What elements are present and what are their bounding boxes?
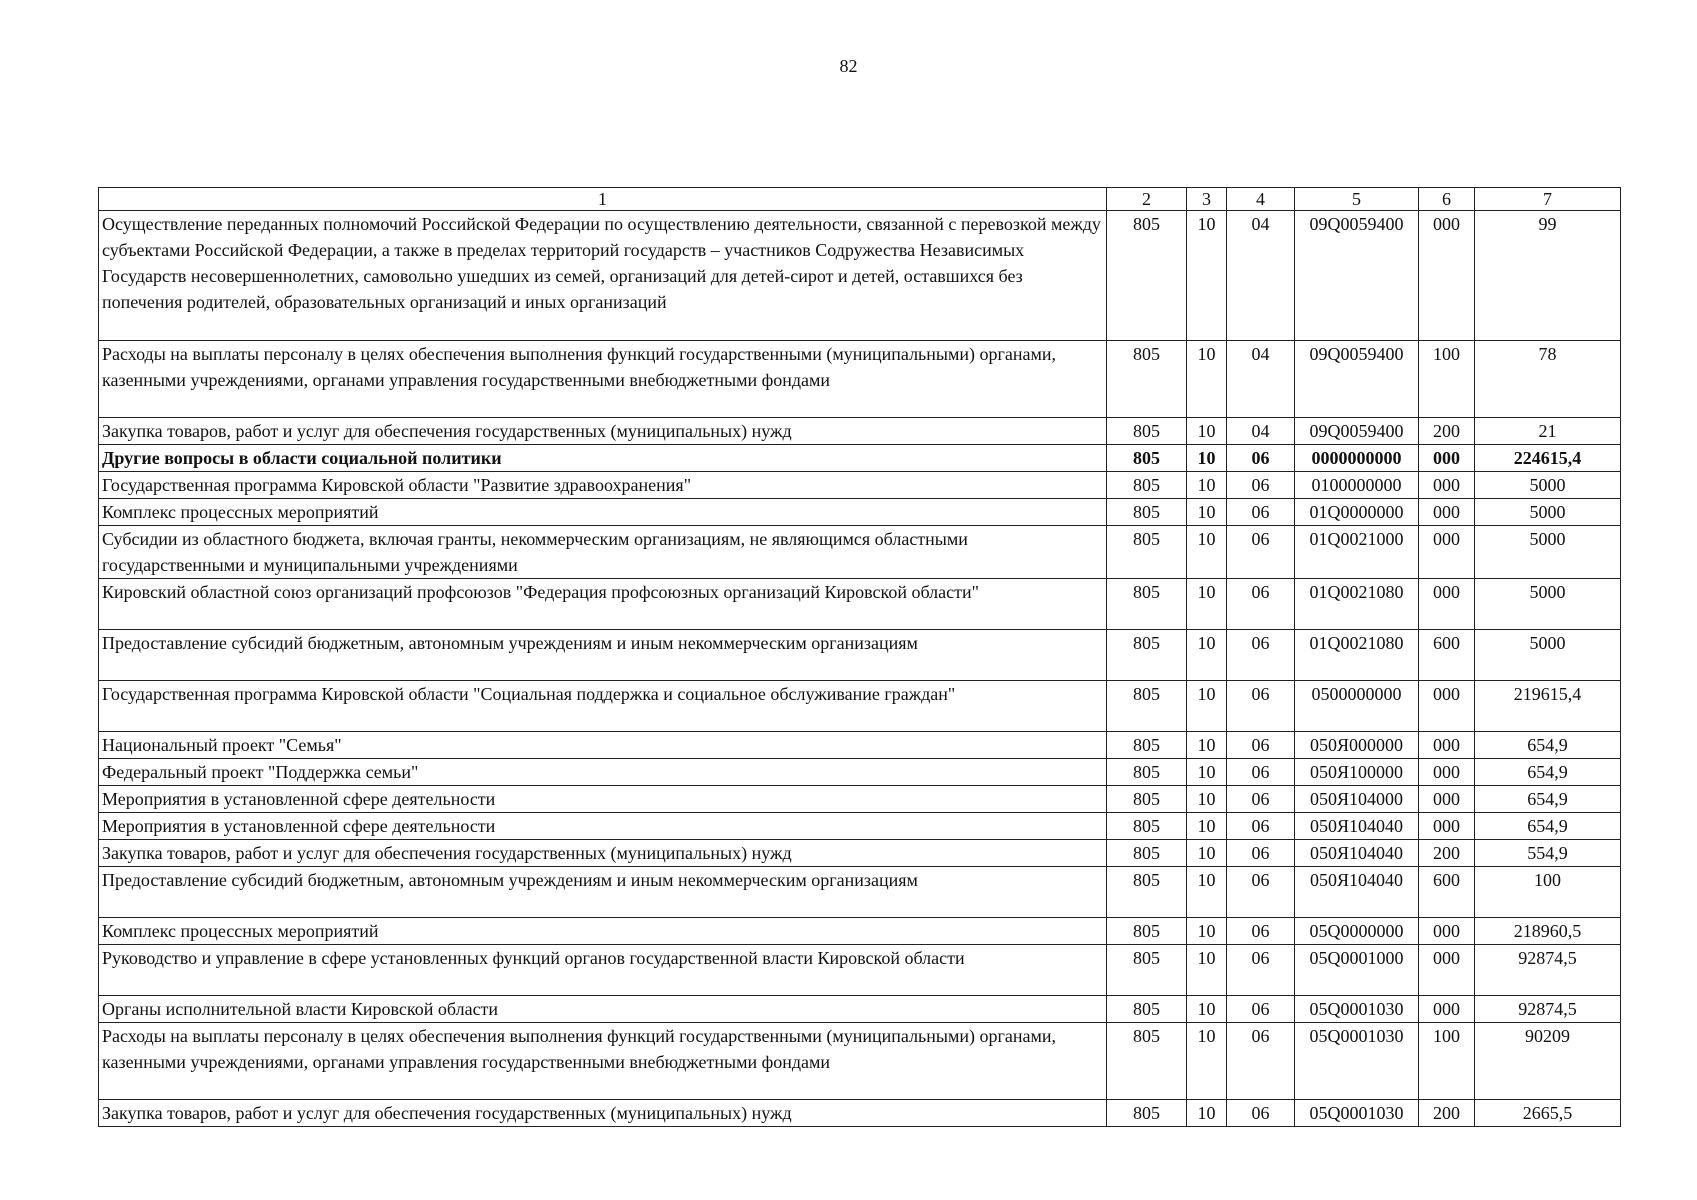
row-subsection: 06 [1227,499,1295,526]
row-amount: 92874,5 [1475,945,1621,996]
row-amount: 219615,4 [1475,681,1621,732]
table-row [99,813,1621,840]
row-subsection: 06 [1227,840,1295,867]
row-grbs: 805 [1107,526,1187,579]
row-amount: 92874,5 [1475,996,1621,1023]
row-expense-type: 600 [1419,630,1475,681]
row-name: Комплекс процессных мероприятий [99,499,1107,526]
row-name: Расходы на выплаты персоналу в целях обеспечения выполнения функций государственными (муниципальными) органами, казенными учреждениями, органами управления государственными внебюджетными фондами [99,1023,1107,1100]
table-row [99,945,1621,996]
table-row [99,786,1621,813]
col-header-6: 6 [1419,188,1475,211]
row-section: 10 [1187,813,1227,840]
row-name: Закупка товаров, работ и услуг для обеспечения государственных (муниципальных) нужд [99,840,1107,867]
row-target-code: 050Я104000 [1295,786,1419,813]
row-grbs: 805 [1107,840,1187,867]
table-row [99,1100,1621,1127]
row-grbs: 805 [1107,732,1187,759]
col-header-4: 4 [1227,188,1295,211]
row-amount: 5000 [1475,630,1621,681]
col-header-7: 7 [1475,188,1621,211]
row-name: Закупка товаров, работ и услуг для обеспечения государственных (муниципальных) нужд [99,1100,1107,1127]
row-grbs: 805 [1107,211,1187,341]
table-row [99,211,1621,341]
row-subsection: 06 [1227,786,1295,813]
row-target-code: 0500000000 [1295,681,1419,732]
row-name: Предоставление субсидий бюджетным, автономным учреждениям и иным некоммерческим организациям [99,867,1107,918]
row-subsection: 06 [1227,918,1295,945]
row-amount: 654,9 [1475,759,1621,786]
row-amount: 654,9 [1475,732,1621,759]
table-row [99,759,1621,786]
table-row [99,681,1621,732]
row-target-code: 050Я104040 [1295,813,1419,840]
row-expense-type: 000 [1419,786,1475,813]
row-grbs: 805 [1107,813,1187,840]
row-amount: 5000 [1475,472,1621,499]
table-row [99,840,1621,867]
row-expense-type: 000 [1419,472,1475,499]
row-amount: 21 [1475,418,1621,445]
row-target-code: 09Q0059400 [1295,211,1419,341]
row-grbs: 805 [1107,579,1187,630]
table-row [99,996,1621,1023]
col-header-5: 5 [1295,188,1419,211]
col-header-1: 1 [99,188,1107,211]
row-expense-type: 100 [1419,1023,1475,1100]
row-target-code: 05Q0001000 [1295,945,1419,996]
row-expense-type: 000 [1419,918,1475,945]
row-name: Государственная программа Кировской области "Социальная поддержка и социальное обслуживание граждан" [99,681,1107,732]
row-target-code: 09Q0059400 [1295,418,1419,445]
row-target-code: 01Q0021080 [1295,630,1419,681]
table-row [99,445,1621,472]
header-row [99,188,1621,211]
row-subsection: 06 [1227,759,1295,786]
row-expense-type: 100 [1419,341,1475,418]
row-target-code: 05Q0000000 [1295,918,1419,945]
row-section: 10 [1187,445,1227,472]
row-target-code: 01Q0000000 [1295,499,1419,526]
row-target-code: 05Q0001030 [1295,1100,1419,1127]
row-section: 10 [1187,418,1227,445]
table-row [99,341,1621,418]
row-expense-type: 000 [1419,445,1475,472]
row-grbs: 805 [1107,996,1187,1023]
row-section: 10 [1187,840,1227,867]
row-section: 10 [1187,499,1227,526]
row-target-code: 0100000000 [1295,472,1419,499]
row-grbs: 805 [1107,630,1187,681]
row-amount: 100 [1475,867,1621,918]
row-subsection: 06 [1227,526,1295,579]
row-name: Закупка товаров, работ и услуг для обеспечения государственных (муниципальных) нужд [99,418,1107,445]
row-target-code: 01Q0021080 [1295,579,1419,630]
row-section: 10 [1187,996,1227,1023]
row-name: Федеральный проект "Поддержка семьи" [99,759,1107,786]
budget-table [98,187,1621,1127]
row-grbs: 805 [1107,1023,1187,1100]
col-header-2: 2 [1107,188,1187,211]
row-expense-type: 600 [1419,867,1475,918]
row-expense-type: 000 [1419,945,1475,996]
row-section: 10 [1187,786,1227,813]
row-name: Мероприятия в установленной сфере деятельности [99,813,1107,840]
row-grbs: 805 [1107,418,1187,445]
table-row [99,499,1621,526]
row-section: 10 [1187,945,1227,996]
row-subsection: 06 [1227,945,1295,996]
row-section: 10 [1187,867,1227,918]
row-subsection: 04 [1227,211,1295,341]
row-expense-type: 000 [1419,681,1475,732]
row-expense-type: 200 [1419,1100,1475,1127]
row-subsection: 06 [1227,630,1295,681]
row-expense-type: 200 [1419,418,1475,445]
row-expense-type: 000 [1419,813,1475,840]
row-section: 10 [1187,579,1227,630]
row-expense-type: 000 [1419,211,1475,341]
row-grbs: 805 [1107,681,1187,732]
row-amount: 224615,4 [1475,445,1621,472]
row-amount: 90209 [1475,1023,1621,1100]
table-row [99,867,1621,918]
row-subsection: 06 [1227,732,1295,759]
page-number: 82 [839,56,858,76]
row-grbs: 805 [1107,786,1187,813]
row-subsection: 06 [1227,681,1295,732]
row-grbs: 805 [1107,918,1187,945]
row-name: Расходы на выплаты персоналу в целях обеспечения выполнения функций государственными (муниципальными) органами, казенными учреждениями, органами управления государственными внебюджетными фондами [99,341,1107,418]
row-target-code: 09Q0059400 [1295,341,1419,418]
row-target-code: 050Я000000 [1295,732,1419,759]
row-grbs: 805 [1107,1100,1187,1127]
row-subsection: 06 [1227,472,1295,499]
row-grbs: 805 [1107,472,1187,499]
row-section: 10 [1187,630,1227,681]
row-section: 10 [1187,472,1227,499]
row-grbs: 805 [1107,445,1187,472]
row-expense-type: 200 [1419,840,1475,867]
row-section: 10 [1187,1100,1227,1127]
table-row [99,418,1621,445]
table-row [99,732,1621,759]
row-section: 10 [1187,211,1227,341]
table-row [99,918,1621,945]
row-subsection: 06 [1227,813,1295,840]
row-amount: 99 [1475,211,1621,341]
table-row [99,630,1621,681]
row-section: 10 [1187,681,1227,732]
row-expense-type: 000 [1419,996,1475,1023]
row-target-code: 01Q0021000 [1295,526,1419,579]
row-grbs: 805 [1107,867,1187,918]
row-target-code: 050Я100000 [1295,759,1419,786]
row-name: Предоставление субсидий бюджетным, автономным учреждениям и иным некоммерческим организациям [99,630,1107,681]
row-section: 10 [1187,732,1227,759]
row-target-code: 05Q0001030 [1295,1023,1419,1100]
row-subsection: 06 [1227,579,1295,630]
row-amount: 654,9 [1475,813,1621,840]
row-name: Руководство и управление в сфере установленных функций органов государственной власти Кировской области [99,945,1107,996]
row-target-code: 0000000000 [1295,445,1419,472]
row-amount: 5000 [1475,579,1621,630]
row-subsection: 06 [1227,445,1295,472]
row-amount: 654,9 [1475,786,1621,813]
row-expense-type: 000 [1419,732,1475,759]
row-name: Мероприятия в установленной сфере деятельности [99,786,1107,813]
row-amount: 78 [1475,341,1621,418]
row-subsection: 06 [1227,1023,1295,1100]
row-name: Субсидии из областного бюджета, включая гранты, некоммерческим организациям, не являющимся областными государственными и муниципальными учреждениями [99,526,1107,579]
row-subsection: 04 [1227,418,1295,445]
row-subsection: 06 [1227,1100,1295,1127]
row-expense-type: 000 [1419,579,1475,630]
row-name: Государственная программа Кировской области "Развитие здравоохранения" [99,472,1107,499]
table-row [99,579,1621,630]
row-subsection: 06 [1227,867,1295,918]
table-row [99,472,1621,499]
row-target-code: 050Я104040 [1295,840,1419,867]
row-grbs: 805 [1107,499,1187,526]
row-grbs: 805 [1107,945,1187,996]
row-name: Осуществление переданных полномочий Российской Федерации по осуществлению деятельности, связанной с перевозкой между субъектами Российской Федерации, а также в пределах территорий государств – участников Содружества Независимых Государств несовершеннолетних, самовольно ушедших из семей, организаций для детей-сирот и детей, оставшихся без попечения родителей, образовательных организаций и иных организаций [99,211,1107,341]
row-section: 10 [1187,1023,1227,1100]
table-row [99,1023,1621,1100]
row-name: Национальный проект "Семья" [99,732,1107,759]
row-amount: 2665,5 [1475,1100,1621,1127]
row-name: Другие вопросы в области социальной политики [99,445,1107,472]
row-amount: 5000 [1475,526,1621,579]
row-expense-type: 000 [1419,499,1475,526]
row-expense-type: 000 [1419,759,1475,786]
row-expense-type: 000 [1419,526,1475,579]
row-section: 10 [1187,759,1227,786]
row-amount: 5000 [1475,499,1621,526]
row-name: Комплекс процессных мероприятий [99,918,1107,945]
row-section: 10 [1187,341,1227,418]
row-grbs: 805 [1107,759,1187,786]
row-target-code: 05Q0001030 [1295,996,1419,1023]
row-subsection: 04 [1227,341,1295,418]
row-name: Органы исполнительной власти Кировской области [99,996,1107,1023]
row-subsection: 06 [1227,996,1295,1023]
row-grbs: 805 [1107,341,1187,418]
row-amount: 554,9 [1475,840,1621,867]
table-row [99,526,1621,579]
row-target-code: 050Я104040 [1295,867,1419,918]
row-amount: 218960,5 [1475,918,1621,945]
col-header-3: 3 [1187,188,1227,211]
row-section: 10 [1187,918,1227,945]
row-section: 10 [1187,526,1227,579]
row-name: Кировский областной союз организаций профсоюзов "Федерация профсоюзных организаций Кировской области" [99,579,1107,630]
